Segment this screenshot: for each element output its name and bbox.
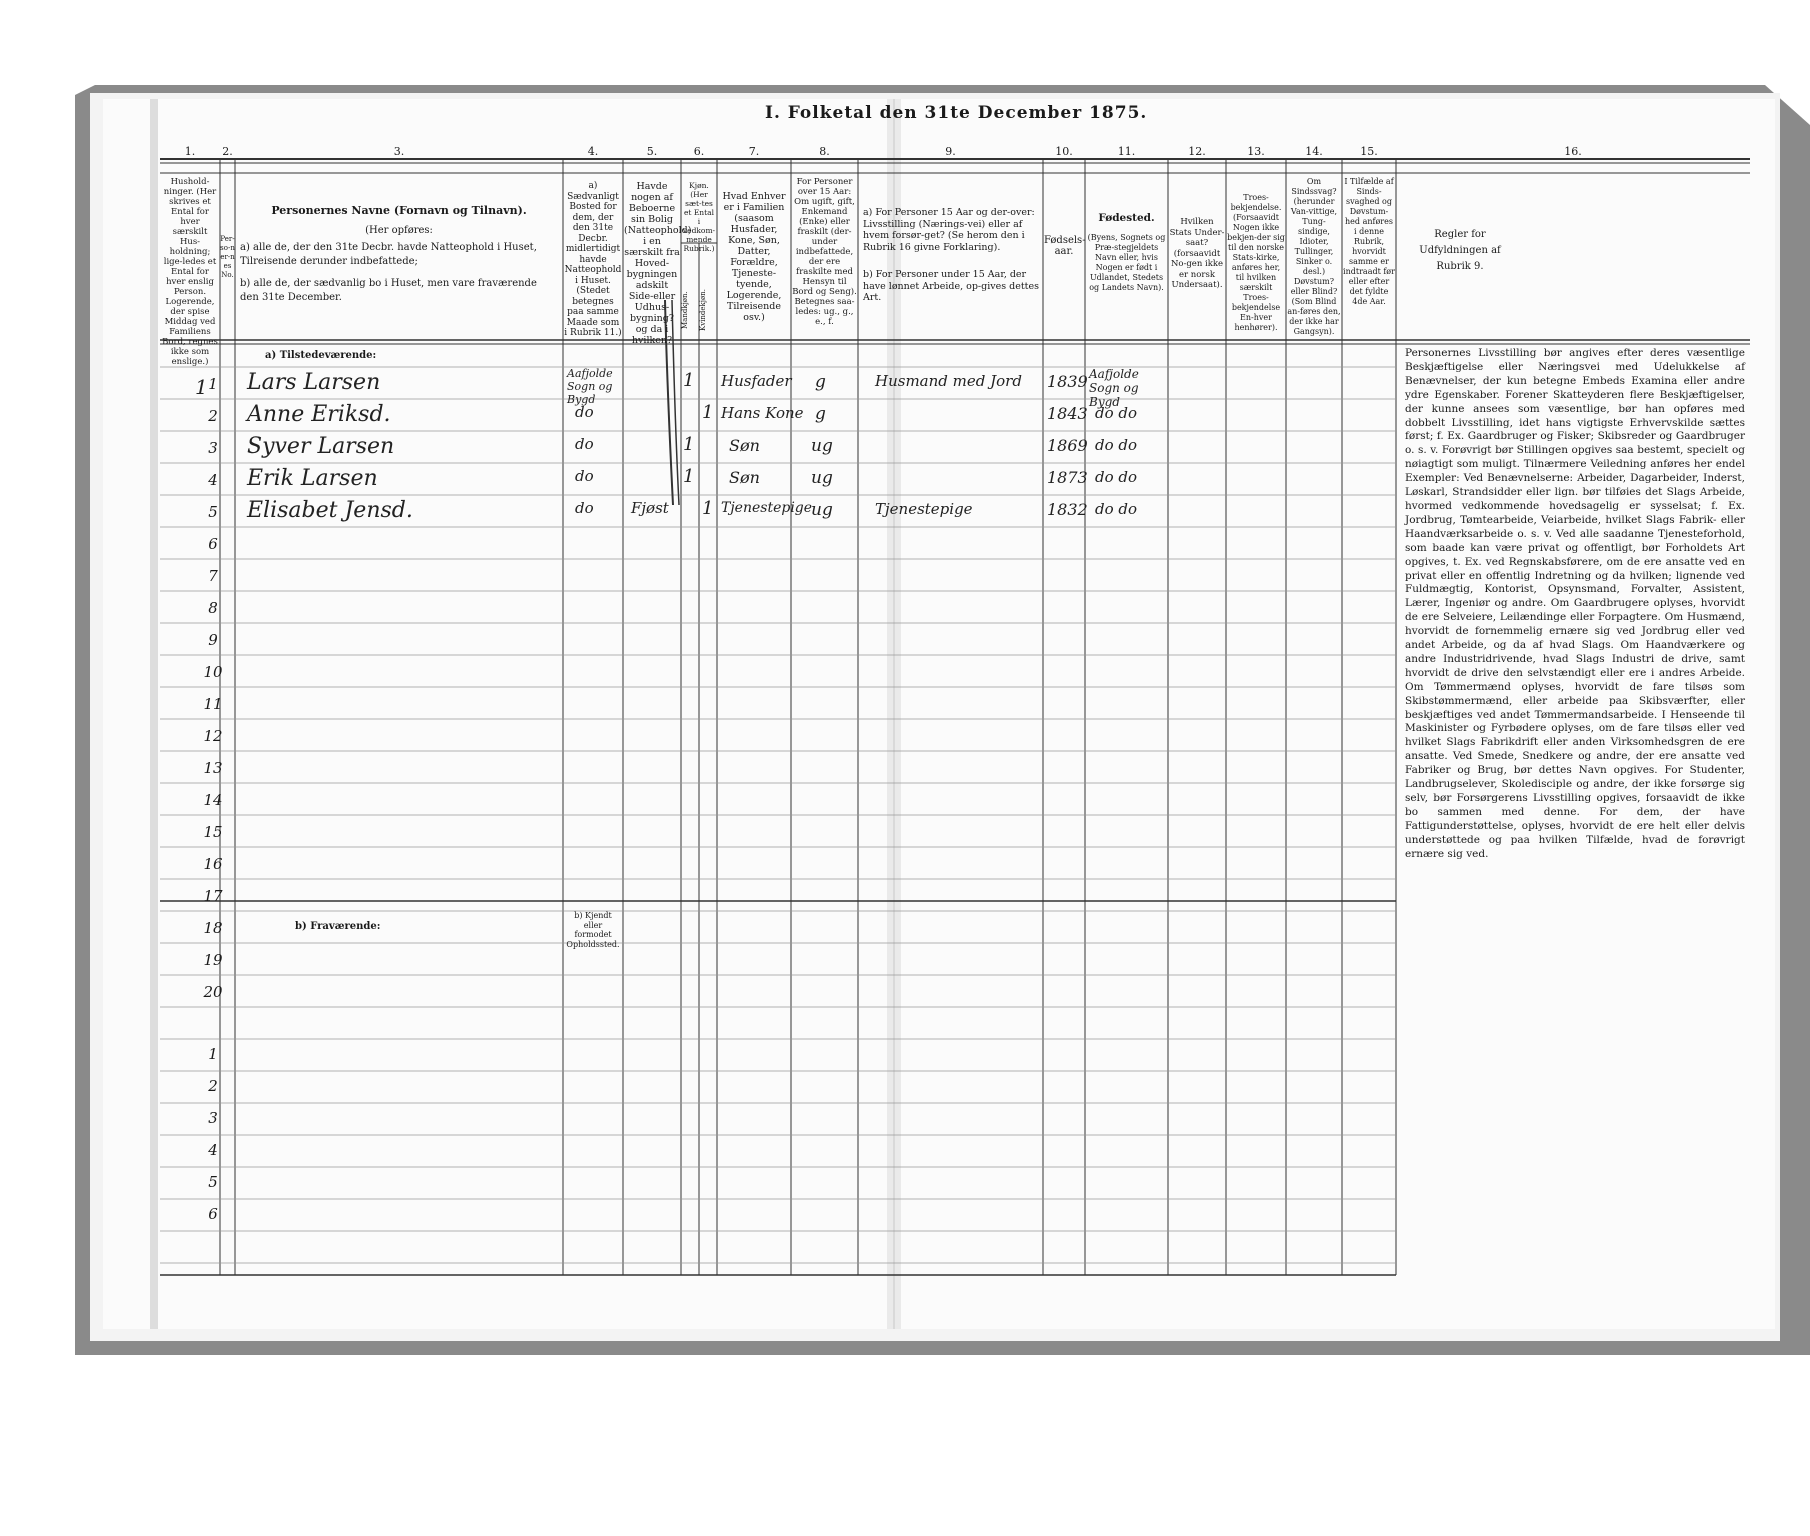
header-col4: a) Sædvanligt Bosted for dem, der den 31te Decbr. midlertidigt havde Natteophold i Huset. (Stedet betegnes paa samme Maade som i Rubrik 11.) xyxy=(564,181,622,338)
family-role: Hans Kone xyxy=(721,404,804,422)
row-number: 15 xyxy=(203,823,223,841)
row-number: 5 xyxy=(208,503,218,521)
header-col3-title: Personernes Navne (Fornavn og Tilnavn). xyxy=(271,204,527,217)
occupation: Husmand med Jord xyxy=(875,372,1022,390)
marital-status: ug xyxy=(811,436,833,456)
col-number-5: 5. xyxy=(646,145,658,158)
birth-year: 1869 xyxy=(1047,436,1088,455)
col-number-10: 10. xyxy=(1055,145,1073,158)
marital-status: ug xyxy=(811,500,833,520)
row-number: 20 xyxy=(203,983,223,1001)
header-col6: Kjøn. (Her sæt-tes et Ental i vedkom-mende Rubrik.) xyxy=(682,181,716,253)
col-number-16: 16. xyxy=(1564,145,1582,158)
household-number: 1 xyxy=(195,375,208,399)
row-number-absent: 1 xyxy=(208,1045,218,1063)
birthplace: do do xyxy=(1095,436,1138,454)
person-name: Syver Larsen xyxy=(247,434,395,459)
col-number-11: 11. xyxy=(1117,145,1136,158)
row-number: 6 xyxy=(208,535,218,553)
col-number-12: 12. xyxy=(1188,145,1206,158)
family-role: Søn xyxy=(729,468,760,487)
header-col11-title: Fødested. xyxy=(1098,212,1155,224)
header-col3-a: a) alle de, der den 31te Decbr. havde Natteophold i Huset, Tilreisende derunder indbefattede; xyxy=(240,242,537,267)
row-number: 10 xyxy=(203,663,223,681)
col-number-6: 6. xyxy=(693,145,705,158)
header-col12: Hvilken Stats Under-saat? (forsaavidt No-gen ikke er norsk Undersaat). xyxy=(1169,217,1225,290)
header-col3-b: b) alle de, der sædvanlig bo i Huset, men vare fraværende den 31te December. xyxy=(240,278,537,303)
birth-year: 1839 xyxy=(1047,372,1088,391)
sex-female: 1 xyxy=(702,402,714,423)
col-number-4: 4. xyxy=(587,145,599,158)
sex-male: 1 xyxy=(683,466,695,487)
header-col2: Per-so-ner-nes No. xyxy=(220,235,235,279)
section-present: a) Tilstedeværende: xyxy=(265,350,377,361)
side-building: Fjøst xyxy=(631,499,669,517)
col-number-9: 9. xyxy=(945,145,956,158)
col-number-7: 7. xyxy=(748,145,760,158)
usual-residence: do xyxy=(575,435,594,453)
header-col5: Havde nogen af Beboerne sin Bolig (Natteophold) i en særskilt fra Hoved-bygningen adskilt Side-eller Udhus-bygning? og da i hvilken? xyxy=(624,181,692,346)
row-number-absent: 2 xyxy=(208,1077,218,1095)
row-number: 18 xyxy=(203,919,223,937)
row-number: 11 xyxy=(203,695,223,713)
row-number-absent: 4 xyxy=(208,1141,218,1159)
person-name: Elisabet Jensd. xyxy=(247,498,413,523)
col-number-1: 1. xyxy=(184,145,196,158)
col-number-13: 13. xyxy=(1247,145,1265,158)
birth-year: 1832 xyxy=(1047,500,1088,519)
marital-status: ug xyxy=(811,468,833,488)
birthplace: do do xyxy=(1095,500,1138,518)
birthplace: do do xyxy=(1095,404,1138,422)
row-number: 4 xyxy=(208,471,218,489)
header-col8: For Personer over 15 Aar: Om ugift, gift, Enkemand (Enke) eller fraskilt (der-under indbefattede, der ere fraskilte med Hensyn til Bord og Seng). Betegnes saa-ledes: ug., g., e., f. xyxy=(792,177,857,327)
header-col15: I Tilfælde af Sinds-svaghed og Døvstum-hed anføres i denne Rubrik, hvorvidt samme er indtraadt før eller efter det fyldte 4de Aar. xyxy=(1343,177,1395,306)
row-number: 1 xyxy=(208,375,218,393)
row-number-absent: 5 xyxy=(208,1173,218,1191)
person-name: Erik Larsen xyxy=(247,466,378,491)
col-number-14: 14. xyxy=(1305,145,1323,158)
usual-residence: do xyxy=(575,467,594,485)
birth-year: 1843 xyxy=(1047,404,1088,423)
row-number: 9 xyxy=(208,631,218,649)
family-role: Søn xyxy=(729,436,760,455)
header-col9b: b) For Personer under 15 Aar, der have lønnet Arbeide, op-gives dettes Art. xyxy=(863,269,1039,303)
row-number: 17 xyxy=(203,887,223,905)
usual-residence: Aafjolde Sogn og Bygd xyxy=(567,367,613,406)
usual-residence: do xyxy=(575,499,594,517)
birthplace: do do xyxy=(1095,468,1138,486)
row-number: 3 xyxy=(208,439,218,457)
row-number-absent: 6 xyxy=(208,1205,218,1223)
marital-status: g xyxy=(815,404,826,424)
header-col3-sub: (Her opføres: xyxy=(365,225,433,236)
family-role: Husfader xyxy=(721,372,792,390)
header-col1: Hushold-ninger. (Her skrives et Ental for hver særskilt Hus-holdning; lige-ledes et Ental for hver enslig Person. Logerende, der spise Middag ved Familiens Bord, regnes ikke som enslige.) xyxy=(162,177,218,367)
row-number: 12 xyxy=(203,727,223,745)
sex-male: 1 xyxy=(683,370,695,391)
birthplace: Aafjolde Sogn og Bygd xyxy=(1089,367,1139,409)
header-col13: Troes-bekjendelse. (Forsaavidt Nogen ikke bekjen-der sig til den norske Stats-kirke, anføres her, til hvilken særskilt Troes-bekjendelse En-hver henhører). xyxy=(1227,193,1285,332)
header-col9a: a) For Personer 15 Aar og der-over: Livsstilling (Nærings-vei) eller af hvem forsør-get? (Se herom den i Rubrik 16 givne Forklaring). xyxy=(863,207,1035,253)
sex-male: 1 xyxy=(683,434,695,455)
row-number: 13 xyxy=(203,759,223,777)
header-col11: (Byens, Sognets og Præ-stegjeldets Navn eller, hvis Nogen er født i Udlandet, Stedets og Landets Navn). xyxy=(1087,233,1166,292)
page-title: I. Folketal den 31te December 1875. xyxy=(765,103,1148,123)
family-role: Tjenestepige xyxy=(721,500,813,516)
row-number: 7 xyxy=(208,567,218,585)
row-number: 16 xyxy=(203,855,223,873)
birth-year: 1873 xyxy=(1047,468,1088,487)
section-absent-col4: b) Kjendt eller formodet Opholdssted. xyxy=(566,911,620,949)
person-name: Anne Eriksd. xyxy=(247,402,391,427)
marital-status: g xyxy=(815,372,826,392)
row-number: 8 xyxy=(208,599,218,617)
header-col10: Fødsels-aar. xyxy=(1044,235,1086,257)
occupation: Tjenestepige xyxy=(875,500,973,518)
row-number: 14 xyxy=(203,791,223,809)
usual-residence: do xyxy=(575,403,594,421)
header-col16: Regler for Udfyldningen af Rubrik 9. xyxy=(1419,229,1501,272)
header-col14: Om Sindssvag? (herunder Van-vittige, Tung-sindige, Idioter, Tullinger, Sinker o. desl.) Døvstum? eller Blind? (Som Blind an-føres den, der ikke har Gangsyn). xyxy=(1287,177,1341,336)
header-col6-female: Kvindekjøn. xyxy=(699,289,707,331)
row-number-absent: 3 xyxy=(208,1109,218,1127)
header-col7: Hvad Enhver er i Familien (saasom Husfader, Kone, Søn, Datter, Forældre, Tjeneste-tyende, Logerende, Tilreisende osv.) xyxy=(722,191,786,323)
col-number-2: 2. xyxy=(222,145,233,158)
section-absent: b) Fraværende: xyxy=(295,921,381,932)
col-number-15: 15. xyxy=(1360,145,1378,158)
col-number-3: 3. xyxy=(393,145,405,158)
census-sheet xyxy=(75,85,1810,1355)
person-name: Lars Larsen xyxy=(247,370,381,395)
row-number: 2 xyxy=(208,407,218,425)
row-number: 19 xyxy=(203,951,223,969)
instructions-text: Personernes Livsstilling bør angives efter deres væsentlige Beskjæftigelse eller Næringsvei med Udelukkelse af Benævnelser, der kun betegne Embeds Examina eller andre ydre Egenskaber. Forener Skatteyderen flere Beskjæftigelser, der kunne ansees som væsentlige, bør han opføres med dobbelt Livsstilling, idet hans vigtigste Erhvervskilde sættes først; f. Ex. Gaardbruger og Fisker; Skibsreder og Gaardbruger o. s. v. Forøvrigt bør Stillingen opgives saa bestemt, specielt og nøiagtigt som muligt. Tilnærmere Veiledning anføres her endel Exempler: Ved Benævnelserne: Arbeider, Dagarbeider, Inderst, Løskarl, Strandsidder eller lign. bør tilføies det Slags Arbeide, hvormed vedkommende hovedsagelig er sysselsat; f. Ex. Jordbrug, Tømtearbeide, Veiarbeide, hvilket Slags Fabrik- eller Haandværksarbeide o. s. v. Ved alle saadanne Tjenesteforhold, som baade kan være privat og offentligt, bør Forholdets Art opgives, t. Ex. ved Regnskabsførere, om de ere ansatte ved en privat eller en offentlig Indretning og da hvilken; lignende ved Fuldmægtig, Kontorist, Opsynsmand, Forvalter, Assistent, Lærer, Ingeniør og andre. Om Gaardbrugere oplyses, hvorvidt de ere Selveiere, Leilændinge eller Forpagtere. Om Husmænd, hvorvidt de fornemmelig ernære sig ved Jordbrug eller ved andet Arbeide, og da af hvad Slags. Om Haandværkere og andre Industridrivende, hvad Slags Industri de drive, samt hvorvidt de drive den selvstændigt eller ere i andres Arbeide. Om Tømmermænd oplyses, hvorvidt de fare tilsøs som Skibstømmermænd, eller arbeide paa Skibsværfter, eller beskjæftiges ved andet Tømmermandsarbeide. I Henseende til Maskinister og Fyrbødere oplyses, om de fare tilsøs eller ved hvilket Slags Fabrikdrift eller anden Virksomhedsgren de ere ansatte. Ved Smede, Snedkere og andre, der ere ansatte ved Fabriker og Brug, bør dettes Navn opgives. For Studenter, Landbrugselever, Skoledisciple og andre, der ikke forsørge sig selv, bør Forsørgerens Livsstilling opgives, forsaavidt de ikke bo sammen med denne. For dem, der have Fattigunderstøttelse, oplyses, hvorvidt de ere helt eller delvis understøttede og paa hvilken Tilfælde, hvad de forøvrigt ernære sig ved. xyxy=(1405,347,1745,860)
sex-female: 1 xyxy=(702,498,714,519)
header-col6-male: Mandkjøn. xyxy=(681,291,689,329)
col-number-8: 8. xyxy=(819,145,830,158)
